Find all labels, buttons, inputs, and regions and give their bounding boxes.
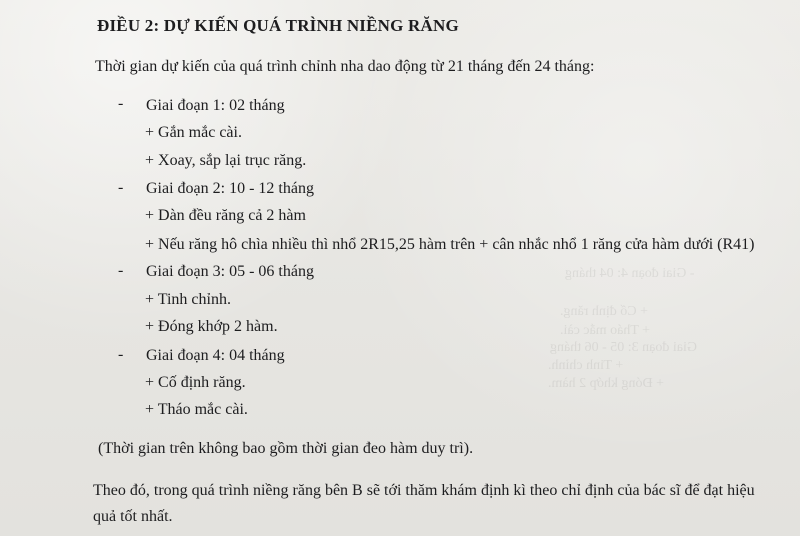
phase-4-step-2: + Tháo mắc cài. [145, 401, 248, 418]
page-title: ĐIỀU 2: DỰ KIẾN QUÁ TRÌNH NIỀNG RĂNG [97, 16, 459, 35]
bleed-text-1: - Giai đoạn 4: 04 tháng [565, 266, 695, 281]
intro-text: Thời gian dự kiến của quá trình chỉnh nha dao động từ 21 tháng đến 24 tháng: [95, 58, 595, 75]
phase-4-step-1: + Cố định răng. [145, 374, 246, 391]
phase-4-title: Giai đoạn 4: 04 tháng [146, 347, 285, 364]
follow-up-line-2: quả tốt nhất. [93, 508, 173, 525]
phase-1-step-1: + Gắn mắc cài. [145, 124, 242, 141]
duration-note: (Thời gian trên không bao gồm thời gian đeo hàm duy trì). [98, 440, 474, 457]
phase-2-step-2: + Nếu răng hô chìa nhiều thì nhổ 2R15,25 hàm trên + cân nhắc nhổ 1 răng cửa hàm dưới (R41) [145, 236, 755, 253]
phase-1-step-2: + Xoay, sắp lại trục răng. [145, 152, 307, 169]
follow-up-line-1: Theo đó, trong quá trình niềng răng bên B sẽ tới thăm khám định kì theo chỉ định của bác sĩ để đạt hiệu [93, 482, 755, 499]
bleed-text-2: + Cố định răng. [560, 304, 648, 319]
phase-4-bullet: - [118, 346, 124, 363]
phase-1-title: Giai đoạn 1: 02 tháng [146, 97, 285, 114]
phase-1-bullet: - [118, 95, 124, 112]
bleed-text-6: + Đóng khớp 2 hàm. [548, 376, 665, 391]
phase-2-step-1: + Dàn đều răng cả 2 hàm [145, 207, 306, 224]
phase-3-bullet: - [118, 262, 124, 279]
phase-2-bullet: - [118, 179, 124, 196]
phase-2-title: Giai đoạn 2: 10 - 12 tháng [146, 180, 314, 197]
bleed-text-3: + Tháo mắc cài. [560, 323, 651, 338]
phase-3-title: Giai đoạn 3: 05 - 06 tháng [146, 263, 314, 280]
bleed-text-5: + Tinh chỉnh. [548, 358, 624, 373]
phase-3-step-2: + Đóng khớp 2 hàm. [145, 318, 278, 335]
bleed-text-4: Giai đoạn 3: 05 - 06 tháng [550, 340, 697, 355]
phase-3-step-1: + Tinh chỉnh. [145, 291, 231, 308]
